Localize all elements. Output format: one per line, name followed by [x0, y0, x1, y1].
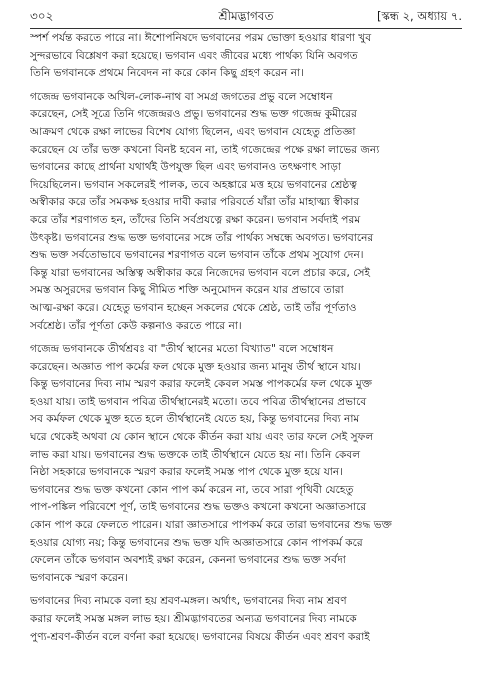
text-line: আত্ম-রক্ষা করে। যেহেতু ভগবান হচ্ছেন সকলের থেকে শ্রেষ্ঠ, তাই তাঁর পূর্ণতাও	[30, 301, 357, 314]
page-body	[30, 30, 462, 646]
page-header	[30, 6, 462, 29]
paragraph	[30, 89, 462, 335]
text-line: অস্বীকার করে তাঁর সমকক্ষ হওয়ার দাবী করার পরিবর্তে যাঁরা তাঁর মাহাত্ম্য স্বীকার	[30, 196, 360, 209]
text-line: করেছেন, সেই সূত্রে তিনি গজেন্দ্ররও প্রভু। ভগবানের শুদ্ধ ভক্ত গজেন্দ্র কুমীরের	[30, 108, 357, 121]
text-line: করে তাঁর শরণাগত হন, তাঁদের তিনি সর্বপ্রযত্নে রক্ষা করেন। ভগবান সর্বদাই পরম	[30, 213, 361, 226]
text-line: গজেন্দ্র ভগবানকে তীর্থশ্রবঃ বা "তীর্থ স্থানের মতো বিখ্যাত" বলে সম্বোধন	[30, 343, 334, 356]
text-line: গজেন্দ্র ভগবানকে অখিল-লোক-নাথ বা সমগ্র জগতের প্রভু বলে সম্বোধন	[30, 90, 333, 103]
book-title: শ্রীমদ্ভাগবত	[218, 9, 274, 23]
text-line: পাপ-পঙ্কিল পরিবেশে পূর্ণ, তাই ভগবানের শুদ্ধ ভক্তও কখনো কখনো অজ্ঞাতসারে	[30, 501, 367, 514]
text-line: কোন পাপ করে ফেলতে পারেন। যারা জ্ঞাতসারে পাপকর্ম করে তারা ভগবানের শুদ্ধ ভক্ত	[30, 519, 392, 532]
paragraph	[30, 593, 462, 646]
text-line: হওয়ার যোগ্য নয়; কিন্তু ভগবানের শুদ্ধ ভক্ত যদি অজ্ঞাতসারে কোন পাপকর্ম করে	[30, 536, 363, 549]
text-line: করেছেন যে তাঁর ভক্ত কখনো বিনষ্ট হবেন না, তাই গজেন্দ্রের পক্ষে রক্ষা লাভের জন্য	[30, 143, 380, 156]
text-line: পুণ্য-শ্রবণ-কীর্তন বলে বর্ণনা করা হয়েছে। ভগবানের বিষয়ে কীর্তন এবং শ্রবণ করাই	[30, 630, 370, 643]
chapter-reference: [স্কন্ধ ২, অধ্যায় ৭.	[377, 9, 462, 23]
text-line: নিষ্ঠা সহকারে ভগবানকে স্মরণ করার ফলেই সমস্ত পাপ থেকে মুক্ত হয়ে যান।	[30, 466, 343, 479]
text-line: লাভ করা যায়। ভগবানের শুদ্ধ ভক্তকে তাই তীর্থস্থানে যেতে হয় না। তিনি কেবল	[30, 448, 361, 461]
page-number: ৩০২	[30, 9, 54, 23]
text-line: উৎকৃষ্ট। ভগবানের শুদ্ধ ভক্ত ভগবানের সঙ্গে তাঁর পার্থক্য সম্বন্ধে অবগত। ভগবানের	[30, 231, 374, 244]
text-line: সর্বশ্রেষ্ঠ। তাঁর পূর্ণতা কেউ কল্পনাও করতে পারে না।	[30, 319, 242, 332]
text-line: হওয়া যায়। তাই ভগবান পবিত্র তীর্থস্থানেরই মতো। তবে পবিত্র তীর্থস্থানের প্রভাবে	[30, 395, 367, 408]
text-line: তিনি ভগবানকে প্রথমে নিবেদন না করে কোন কিছু গ্রহণ করেন না।	[30, 67, 304, 80]
paragraph	[30, 30, 462, 83]
text-line: আক্রমণ থেকে রক্ষা লাভের বিশেষ যোগ্য ছিলেন, এবং ভগবান যেহেতু প্রতিজ্ঞা	[30, 125, 356, 138]
text-line: করেছেন। অজ্ঞাত পাপ কর্মের ফল থেকে মুক্ত হওয়ার জন্য মানুষ তীর্থ স্থানে যায়।	[30, 360, 361, 373]
text-line: ভগবানকে স্মরণ করেন।	[30, 571, 128, 584]
text-line: সুন্দরভাবে বিশ্লেষণ করা হয়েছে। ভগবান এবং জীবের মধ্যে পার্থক্য যিনি অবগত	[30, 49, 358, 62]
text-line: দিয়েছিলেন। ভগবান সকলেরই পালক, তবে অহঙ্কারে মত্ত হয়ে ভগবানের শ্রেষ্ঠত্ব	[30, 178, 357, 191]
text-line: সমস্ত অসুরদের ভগবান কিছু সীমিত শক্তি অনুমোদন করেন যার প্রভাবে তারা	[30, 284, 344, 297]
text-line: শুদ্ধ ভক্ত সর্বতোভাবে ভগবানের শরণাগত বলে ভগবান তাঁকে প্রথম সুযোগ দেন।	[30, 249, 364, 262]
text-line: কিন্তু যারা ভগবানের অস্তিত্ব অস্বীকার করে নিজেদের ভগবান বলে প্রচার করে, সেই	[30, 266, 370, 279]
paragraph	[30, 341, 462, 587]
text-line: ভগবানের দিব্য নামকে বলা হয় শ্রবণ-মঙ্গল। অর্থাৎ, ভগবানের দিব্য নাম শ্রবণ	[30, 595, 347, 608]
text-line: স্পর্শ পর্যন্ত করতে পারে না। ঈশোপনিষদে ভগবানের পরম ভোক্তা হওয়ার ধারণা খুব	[30, 32, 372, 44]
text-line: ফেলেন তাঁকে ভগবান অবশ্যই রক্ষা করেন, কেননা ভগবানের শুদ্ধ ভক্ত সর্বদা	[30, 554, 346, 567]
text-line: সব কর্মফল থেকে মুক্ত হতে হলে তীর্থস্থানেই যেতে হয়, কিন্তু ভগবানের দিব্য নাম	[30, 413, 360, 426]
text-line: ভগবানের কাছে প্রার্থনা যথার্থই উপযুক্ত ছিল এবং ভগবানও তৎক্ষণাৎ সাড়া	[30, 161, 341, 174]
text-line: ঘরে থেকেই অথবা যে কোন স্থানে থেকে কীর্তন করা যায় এবং তার ফলে সেই সুফল	[30, 431, 374, 444]
text-line: ভগবানের শুদ্ধ ভক্ত কখনো কোন পাপ কর্ম করেন না, তবে সারা পৃথিবী যেহেতু	[30, 483, 354, 496]
text-line: কিন্তু ভগবানের দিব্য নাম স্মরণ করার ফলেই কেবল সমস্ত পাপকর্মের ফল থেকে মুক্ত	[30, 378, 373, 391]
text-line: করার ফলেই সমস্ত মঙ্গল লাভ হয়। শ্রীমদ্ভাগবতের অন্যত্র ভগবানের দিব্য নামকে	[30, 613, 357, 625]
